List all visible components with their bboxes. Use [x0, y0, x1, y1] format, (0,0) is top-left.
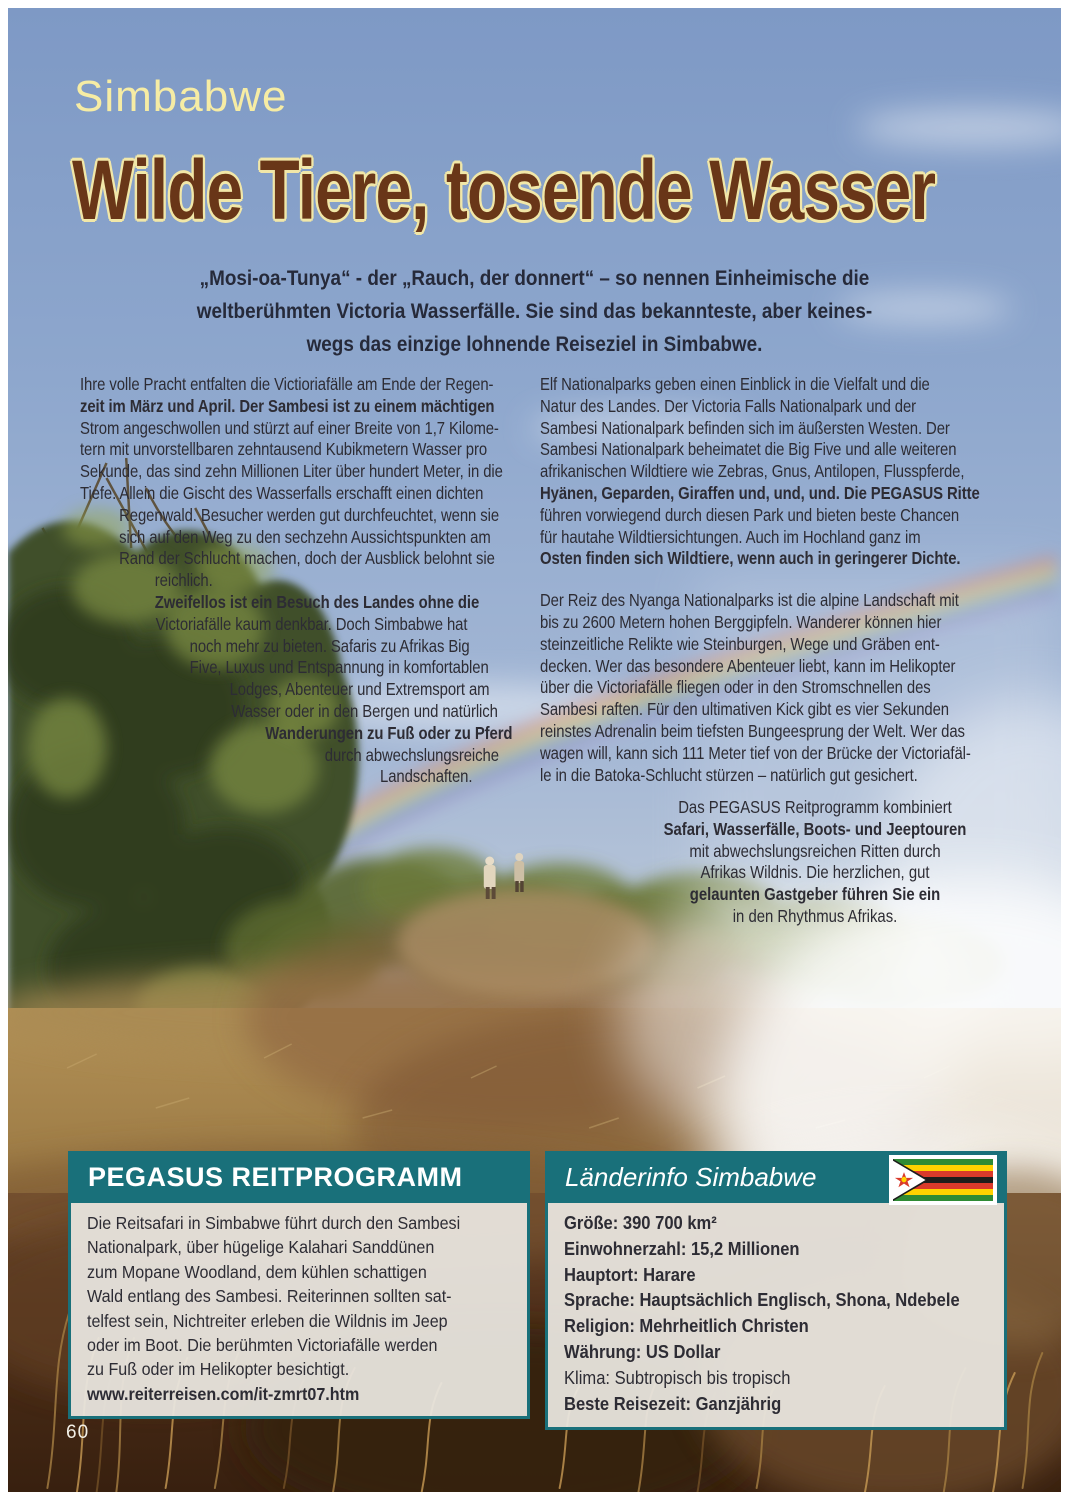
text-line: gelaunten Gastgeber führen Sie ein: [689, 884, 941, 905]
text-line: zeit im März und April. Der Sambesi ist zu einem mächtigen: [80, 395, 495, 416]
text-line: Sekunde, das sind zehn Millionen Liter über hundert Meter, in die: [80, 461, 503, 482]
laenderinfo-box-header: [545, 1151, 1007, 1203]
laenderinfo-box: [545, 1151, 1007, 1430]
text-line: mit abwechslungsreichen Ritten durch: [689, 840, 941, 861]
text-line: Five, Luxus und Entspannung in komfortablen: [189, 657, 489, 678]
text-line: Zweifellos ist ein Besuch des Landes ohne die: [154, 591, 480, 612]
paragraph: [80, 592, 522, 788]
pegasus-box-title: PEGASUS REITPROGRAMM: [88, 1161, 463, 1192]
text-line: durch abwechslungsreiche: [324, 744, 499, 765]
text-line: für hautahe Wildtiersichtungen. Auch im Hochland ganz im: [540, 526, 921, 547]
text-line: Osten finden sich Wildtiere, wenn auch in geringerer Dichte.: [540, 548, 961, 569]
text-line: Sambesi raften. Für den ultimativen Kick gibt es vier Sekunden: [540, 699, 949, 720]
fact-line: Beste Reisezeit: Ganzjährig: [564, 1393, 782, 1414]
text-line: reinstes Adrenalin beim tiefsten Bungeesprung der Welt. Wer das: [540, 720, 965, 741]
text-line: führen vorwiegend durch diesen Park und bieten beste Chancen: [540, 504, 960, 525]
article-right-column: [540, 374, 982, 786]
text-line: Sambesi Nationalpark beheimatet die Big Five und alle weiteren: [540, 439, 957, 460]
zimbabwe-flag-icon: [889, 1155, 997, 1205]
text-line: Wald entlang des Sambesi. Reiterinnen sollten sat-: [87, 1286, 452, 1307]
text-line: tern mit unvorstellbaren zehntausend Kubikmetern Wasser pro: [80, 439, 488, 460]
text-line: Tiefe. Allein die Gischt des Wasserfalls erschafft einen dichten: [80, 482, 484, 503]
text-line: telfest sein, Nichtreiter erleben die Wildnis im Jeep: [87, 1310, 448, 1331]
text-line: oder im Boot. Die berühmten Victoriafälle werden: [87, 1335, 438, 1356]
text-line: Sambesi Nationalpark befinden sich im äußersten Westen. Der: [540, 417, 950, 438]
text-line: Wanderungen zu Fuß oder zu Pferd: [265, 722, 513, 743]
pegasus-reitprogramm-box: [68, 1151, 530, 1419]
fact-line: Klima: Subtropisch bis tropisch: [564, 1367, 791, 1388]
intro-line: wegs das einzige lohnende Reiseziel in Simbabwe.: [306, 333, 763, 356]
text-line: le in die Batoka-Schlucht stürzen – natürlich gut gesichert.: [540, 764, 918, 785]
text-line: Safari, Wasserfälle, Boots- und Jeeptouren: [663, 818, 967, 839]
intro-line: weltberühmten Victoria Wasserfälle. Sie sind das bekannteste, aber keines-: [196, 300, 873, 323]
pegasus-box-header: [68, 1151, 530, 1203]
text-line: Rand der Schlucht machen, doch der Ausblick belohnt sie: [119, 548, 495, 569]
article-left-column: [80, 374, 522, 788]
page-number: 60: [66, 1422, 90, 1443]
text-line: wagen will, kann sich 111 Meter tief von der Brücke der Victoriafäl-: [540, 742, 971, 763]
text-line: Das PEGASUS Reitprogramm kombiniert: [678, 797, 952, 817]
fact-line: Größe: 390 700 km²: [564, 1213, 717, 1233]
pegasus-teaser-paragraph: [605, 797, 1025, 928]
paragraph: [540, 374, 982, 570]
text-line: Afrikas Wildnis. Die herzlichen, gut: [700, 862, 930, 883]
text-line: in den Rhythmus Afrikas.: [732, 905, 898, 926]
text-line: Ihre volle Pracht entfalten die Victioriafälle am Ende der Regen-: [80, 374, 494, 394]
fact-line: Sprache: Hauptsächlich Englisch, Shona, Ndebele: [564, 1290, 960, 1311]
text-line: Lodges, Abenteuer und Extremsport am: [229, 679, 490, 700]
text-line: Die Reitsafari in Simbabwe führt durch den Sambesi: [87, 1213, 461, 1233]
text-line: Hyänen, Geparden, Giraffen und, und, und. Die PEGASUS Ritte: [540, 482, 980, 503]
text-line: afrikanischen Wildtiere wie Zebras, Gnus, Antilopen, Flusspferde,: [540, 461, 965, 482]
text-line: über die Victoriafälle fliegen oder in den Stromschnellen des: [540, 677, 931, 698]
page-title: Wilde Tiere, tosende Wasser: [72, 143, 936, 237]
text-line: Wasser oder in den Bergen und natürlich: [231, 700, 498, 721]
text-line: Landschaften.: [380, 766, 473, 787]
intro-paragraph: [53, 262, 1015, 361]
text-line: Natur des Landes. Der Victoria Falls Nationalpark und der: [540, 395, 917, 416]
paragraph: [80, 374, 522, 592]
text-line: decken. Wer das besondere Abenteuer liebt, kann im Helikopter: [540, 655, 956, 676]
laenderinfo-box-title: Länderinfo Simbabwe: [565, 1161, 817, 1192]
kicker: Simbabwe: [74, 72, 288, 121]
paragraph: [540, 590, 982, 786]
intro-line: „Mosi-oa-Tunya“ - der „Rauch, der donnert“ – so nennen Einheimische die: [199, 267, 870, 290]
fact-line: Einwohnerzahl: 15,2 Millionen: [564, 1238, 800, 1259]
text-line: Regenwald. Besucher werden gut durchfeuchtet, wenn sie: [119, 504, 500, 525]
text-line: zum Mopane Woodland, dem kühlen schattigen: [87, 1261, 427, 1282]
text-line: Nationalpark, über hügelige Kalahari Sanddünen: [87, 1237, 435, 1258]
text-line: sich auf den Weg zu den sechzehn Aussichtspunkten am: [119, 526, 491, 547]
fact-line: Währung: US Dollar: [564, 1341, 721, 1362]
laenderinfo-box-body: [545, 1203, 1007, 1430]
text-line: Elf Nationalparks geben einen Einblick in die Vielfalt und die: [540, 374, 930, 394]
text-line: Der Reiz des Nyanga Nationalparks ist die alpine Landschaft mit: [540, 590, 959, 611]
text-line: Victoriafälle kaum denkbar. Doch Simbabwe hat: [155, 613, 468, 634]
text-line: Strom angeschwollen und stürzt auf einer Breite von 1,7 Kilome-: [80, 417, 499, 438]
text-line: zu Fuß oder im Helikopter besichtigt.: [87, 1359, 350, 1380]
fact-line: Hauptort: Harare: [564, 1264, 696, 1285]
website-link[interactable]: www.reiterreisen.com/it-zmrt07.htm: [87, 1383, 360, 1404]
text-line: bis zu 2600 Metern hohen Berggipfeln. Wanderer können hier: [540, 611, 942, 632]
text-line: reichlich.: [154, 570, 213, 591]
fact-line: Religion: Mehrheitlich Christen: [564, 1316, 809, 1337]
text-line: steinzeitliche Relikte wie Steinburgen, Wege und Gräben ent-: [540, 633, 940, 654]
text-line: noch mehr zu bieten. Safaris zu Afrikas Big: [189, 635, 470, 656]
pegasus-box-body: [68, 1203, 530, 1419]
